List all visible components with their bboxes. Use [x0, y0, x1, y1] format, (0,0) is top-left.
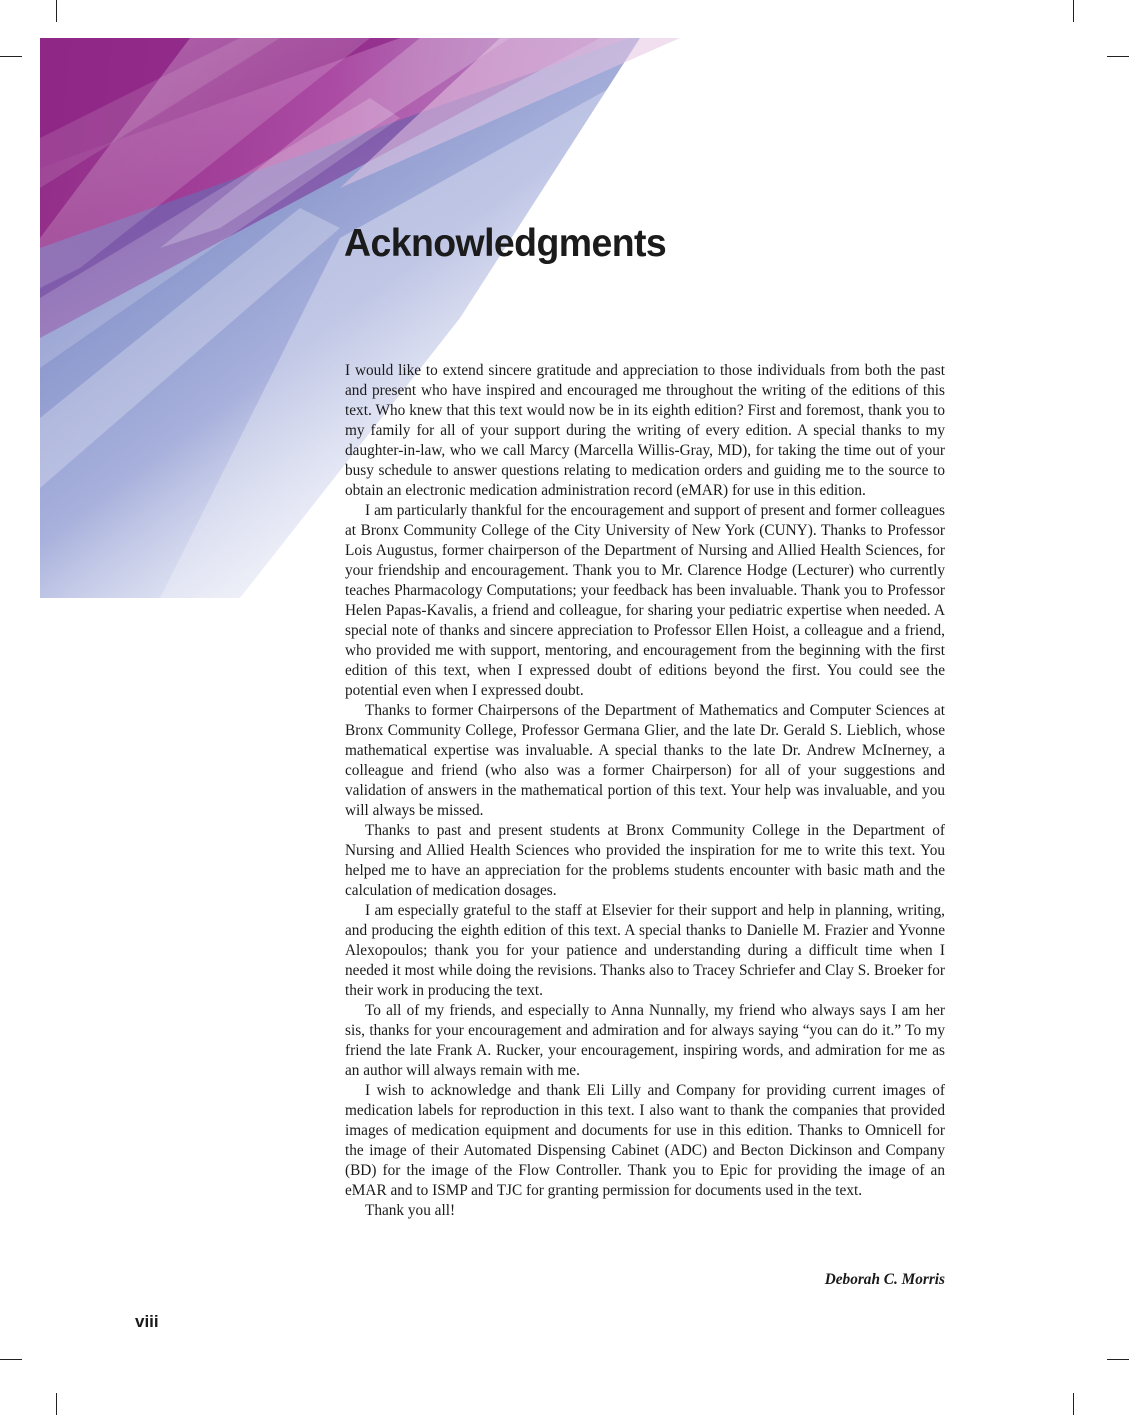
acknowledgments-body — [345, 361, 945, 1221]
crop-mark — [1107, 1359, 1129, 1360]
crop-mark — [0, 1359, 22, 1360]
paragraph: Thanks to past and present students at Bronx Community College in the Department of Nursing and Allied Health Sciences who provided the inspiration for me to write this text. You helped me to have an appreciation for the problems students encounter with basic math and the calculation of medication dosages. — [345, 822, 945, 899]
crop-mark — [1107, 56, 1129, 57]
paragraph: I wish to acknowledge and thank Eli Lilly and Company for providing current images of medication labels for reproduction in this text. I also want to thank the companies that provided images of medication equipment and documents for use in this edition. Thanks to Omnicell for the image of their Automated Dispensing Cabinet (ADC) and Becton Dickinson and Company (BD) for the image of the Flow Controller. Thank you to Epic for providing the image of an eMAR and to ISMP and TJC for granting permission for documents used in the text. — [345, 1082, 945, 1199]
author-signature: Deborah C. Morris — [824, 1271, 945, 1288]
crop-mark — [56, 1393, 57, 1415]
page-number: viii — [135, 1312, 159, 1331]
crop-mark — [0, 56, 22, 57]
paragraph: I am especially grateful to the staff at Elsevier for their support and help in planning, writing, and producing the eighth edition of this text. A special thanks to Danielle M. Frazier and Yvonne Alexopoulos; thank you for your patience and understanding during a difficult time when I needed it most while doing the revisions. Thanks also to Tracey Schriefer and Clay S. Broeker for their work in producing the text. — [345, 902, 945, 999]
paragraph: I am particularly thankful for the encouragement and support of present and former colleagues at Bronx Community College of the City University of New York (CUNY). Thanks to Professor Lois Augustus, former chairperson of the Department of Nursing and Allied Health Sciences, for your friendship and encouragement. Thank you to Mr. Clarence Hodge (Lecturer) who currently teaches Pharmacology Computations; your feedback has been invaluable. Thank you to Professor Helen Papas-Kavalis, a friend and colleague, for sharing your pediatric expertise when needed. A special note of thanks and sincere appreciation to Professor Ellen Hoist, a colleague and a friend, who provided me with support, mentoring, and encouragement from the beginning with the first edition of this text, when I expressed doubt of editions beyond the first. You could see the potential even when I expressed doubt. — [345, 502, 945, 699]
paragraph: I would like to extend sincere gratitude and appreciation to those individuals from both the past and present who have inspired and encouraged me throughout the writing of the editions of this text. Who knew that this text would now be in its eighth edition? First and foremost, thank you to my family for all of your support during the writing of every edition. A special thanks to my daughter-in-law, who we call Marcy (Marcella Willis-Gray, MD), for taking the time out of your busy schedule to answer questions relating to medication orders and guiding me to the source to obtain an electronic medication administration record (eMAR) for use in this edition. — [345, 362, 945, 499]
paragraph: Thank you all! — [365, 1202, 456, 1219]
crop-mark — [1073, 1393, 1074, 1415]
paragraph: Thanks to former Chairpersons of the Department of Mathematics and Computer Sciences at Bronx Community College, Professor Germana Glier, and the late Dr. Gerald S. Lieblich, whose mathematical expertise was invaluable. A special thanks to the late Dr. Andrew McInerney, a colleague and friend (who also was a former Chairperson) for all of your suggestions and validation of answers in the mathematical portion of this text. Your help was invaluable, and you will always be missed. — [345, 702, 945, 819]
crop-mark — [56, 0, 57, 22]
page-title: Acknowledgments — [344, 222, 667, 265]
crop-mark — [1073, 0, 1074, 22]
paragraph: To all of my friends, and especially to Anna Nunnally, my friend who always says I am her sis, thanks for your encouragement and admiration and for always saying “you can do it.” To my friend the late Frank A. Rucker, your encouragement, inspiring words, and admiration for me as an author will always remain with me. — [345, 1002, 945, 1079]
